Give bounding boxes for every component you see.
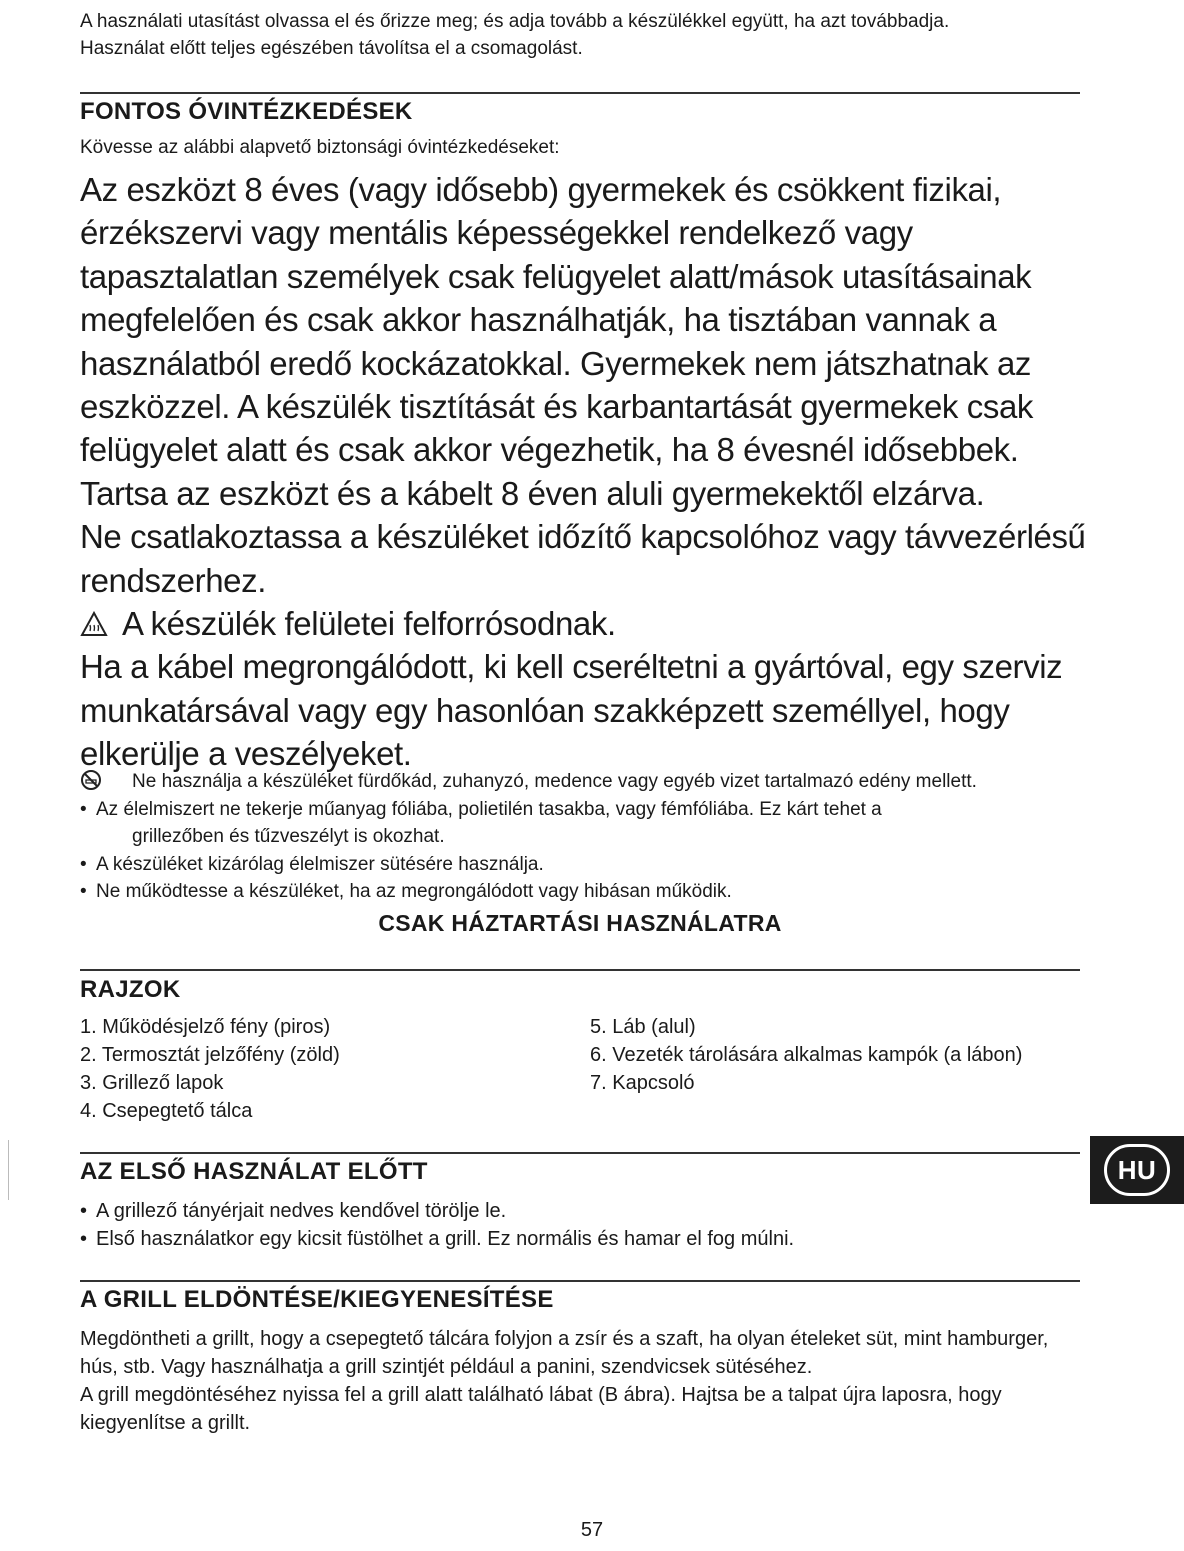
- list-item: 3. Grillező lapok: [80, 1072, 224, 1094]
- tilt-paragraph-1: Megdöntheti a grillt, hogy a csepegtető tálcára folyjon a zsír és a szaft, ha olyan ételeket süt, mint hamburger, hús, stb. Vagy használhatja a grill szintjét például a panini, szendvicsek sütéséhez.: [80, 1328, 1049, 1378]
- precaution-paragraph-hot: [80, 602, 1100, 645]
- bullet-text: Ne működtesse a készüléket, ha az megrongálódott vagy hibásan működik.: [96, 881, 732, 902]
- first-use-title: AZ ELSŐ HASZNÁLAT ELŐTT: [80, 1158, 428, 1185]
- bullet-icon: •: [80, 1228, 88, 1250]
- margin-mark: [8, 1140, 9, 1200]
- bullet-text: grillezőben és tűzveszélyt is okozhat.: [132, 826, 445, 847]
- hot-surface-warning-icon: [80, 604, 108, 630]
- bullet-text: Az élelmiszert ne tekerje műanyag fóliába, polietilén tasakba, vagy fémfóliába. Ez kárt tehet a: [96, 798, 882, 820]
- tilt-paragraph-2: A grill megdöntéséhez nyissa fel a grill alatt található lábat (B ábra). Hajtsa be a talpat újra laposra, hogy kiegyenlítse a grillt.: [80, 1384, 1002, 1434]
- no-bath-text: Ne használja a készüléket fürdőkád, zuhanyzó, medence vagy egyéb vizet tartalmazó edény mellett.: [132, 771, 977, 792]
- list-item: [80, 851, 1090, 879]
- list-item: [80, 768, 1090, 796]
- drawings-column-right: [590, 1013, 1090, 1097]
- list-item: 7. Kapcsoló: [590, 1072, 695, 1094]
- section-divider: [80, 1280, 1080, 1282]
- bullet-icon: •: [80, 1200, 88, 1222]
- tilt-body: [80, 1325, 1080, 1437]
- precautions-subtitle: Kövesse az alábbi alapvető biztonsági óvintézkedéseket:: [80, 137, 560, 158]
- drawings-column-left: [80, 1013, 580, 1125]
- list-item: 5. Láb (alul): [590, 1016, 696, 1038]
- bullet-icon: •: [80, 798, 87, 820]
- precautions-title: FONTOS ÓVINTÉZKEDÉSEK: [80, 98, 413, 125]
- first-use-list: [80, 1197, 794, 1253]
- list-item: 6. Vezeték tárolására alkalmas kampók (a lábon): [590, 1044, 1023, 1066]
- no-bath-icon: [80, 768, 132, 796]
- list-item: 1. Működésjelző fény (piros): [80, 1016, 331, 1038]
- list-item: [80, 1225, 794, 1253]
- list-item: 2. Termosztát jelzőfény (zöld): [80, 1044, 340, 1066]
- list-item: [80, 796, 1090, 824]
- section-divider: [80, 92, 1080, 94]
- language-badge: HU: [1104, 1144, 1170, 1196]
- precaution-paragraph-timer: Ne csatlakoztassa a készüléket időzítő kapcsolóhoz vagy távvezérlésű rendszerhez.: [80, 518, 1086, 599]
- intro: [80, 8, 949, 62]
- bullet-text: A grillező tányérjait nedves kendővel törölje le.: [96, 1200, 507, 1222]
- section-divider: [80, 969, 1080, 971]
- intro-line-1: A használati utasítást olvassa el és őrizze meg; és adja tovább a készülékkel együtt, ha azt továbbadja.: [80, 11, 950, 32]
- list-item: [80, 878, 1090, 906]
- precautions-body: [80, 168, 1100, 776]
- list-item: [80, 1197, 794, 1225]
- tilt-title: A GRILL ELDÖNTÉSE/KIEGYENESÍTÉSE: [80, 1286, 554, 1313]
- language-tab: [1090, 1136, 1184, 1204]
- household-use-heading: CSAK HÁZTARTÁSI HASZNÁLATRA: [378, 910, 782, 936]
- bullet-text: Első használatkor egy kicsit füstölhet a grill. Ez normális és hamar el fog múlni.: [96, 1228, 795, 1250]
- bullet-icon: •: [80, 881, 87, 902]
- section-divider: [80, 1152, 1080, 1154]
- precautions-small-list: [80, 768, 1090, 906]
- intro-line-2: Használat előtt teljes egészében távolítsa el a csomagolást.: [80, 38, 583, 59]
- drawings-title: RAJZOK: [80, 976, 181, 1003]
- list-item: 4. Csepegtető tálca: [80, 1100, 253, 1122]
- page-number: 57: [580, 1519, 604, 1541]
- list-item-continuation: [80, 823, 1090, 851]
- bullet-text: A készüléket kizárólag élelmiszer sütésére használja.: [96, 853, 544, 875]
- hot-surface-text: A készülék felületei felforrósodnak.: [122, 605, 616, 643]
- precaution-paragraph-cable: Ha a kábel megrongálódott, ki kell cseréltetni a gyártóval, egy szerviz munkatársával vagy egy hasonlóan szakképzett személlyel, hogy elkerülje a veszélyeket.: [80, 648, 1063, 773]
- precaution-paragraph-children: Az eszközt 8 éves (vagy idősebb) gyermekek és csökkent fizikai, érzékszervi vagy mentális képességekkel rendelkező vagy tapasztalatlan személyek csak felügyelet alatt/mások utasításainak megfelelően és csak akkor használhatják, ha tisztában vannak a használatból eredő kockázatokkal. Gyermekek nem játszhatnak az eszközzel. A készülék tisztítását és karbantartását gyermekek csak felügyelet alatt és csak akkor végezhetik, ha 8 évesnél idősebbek. Tartsa az eszközt és a kábelt 8 éven aluli gyermekektől elzárva.: [80, 171, 1034, 512]
- bullet-icon: •: [80, 853, 87, 875]
